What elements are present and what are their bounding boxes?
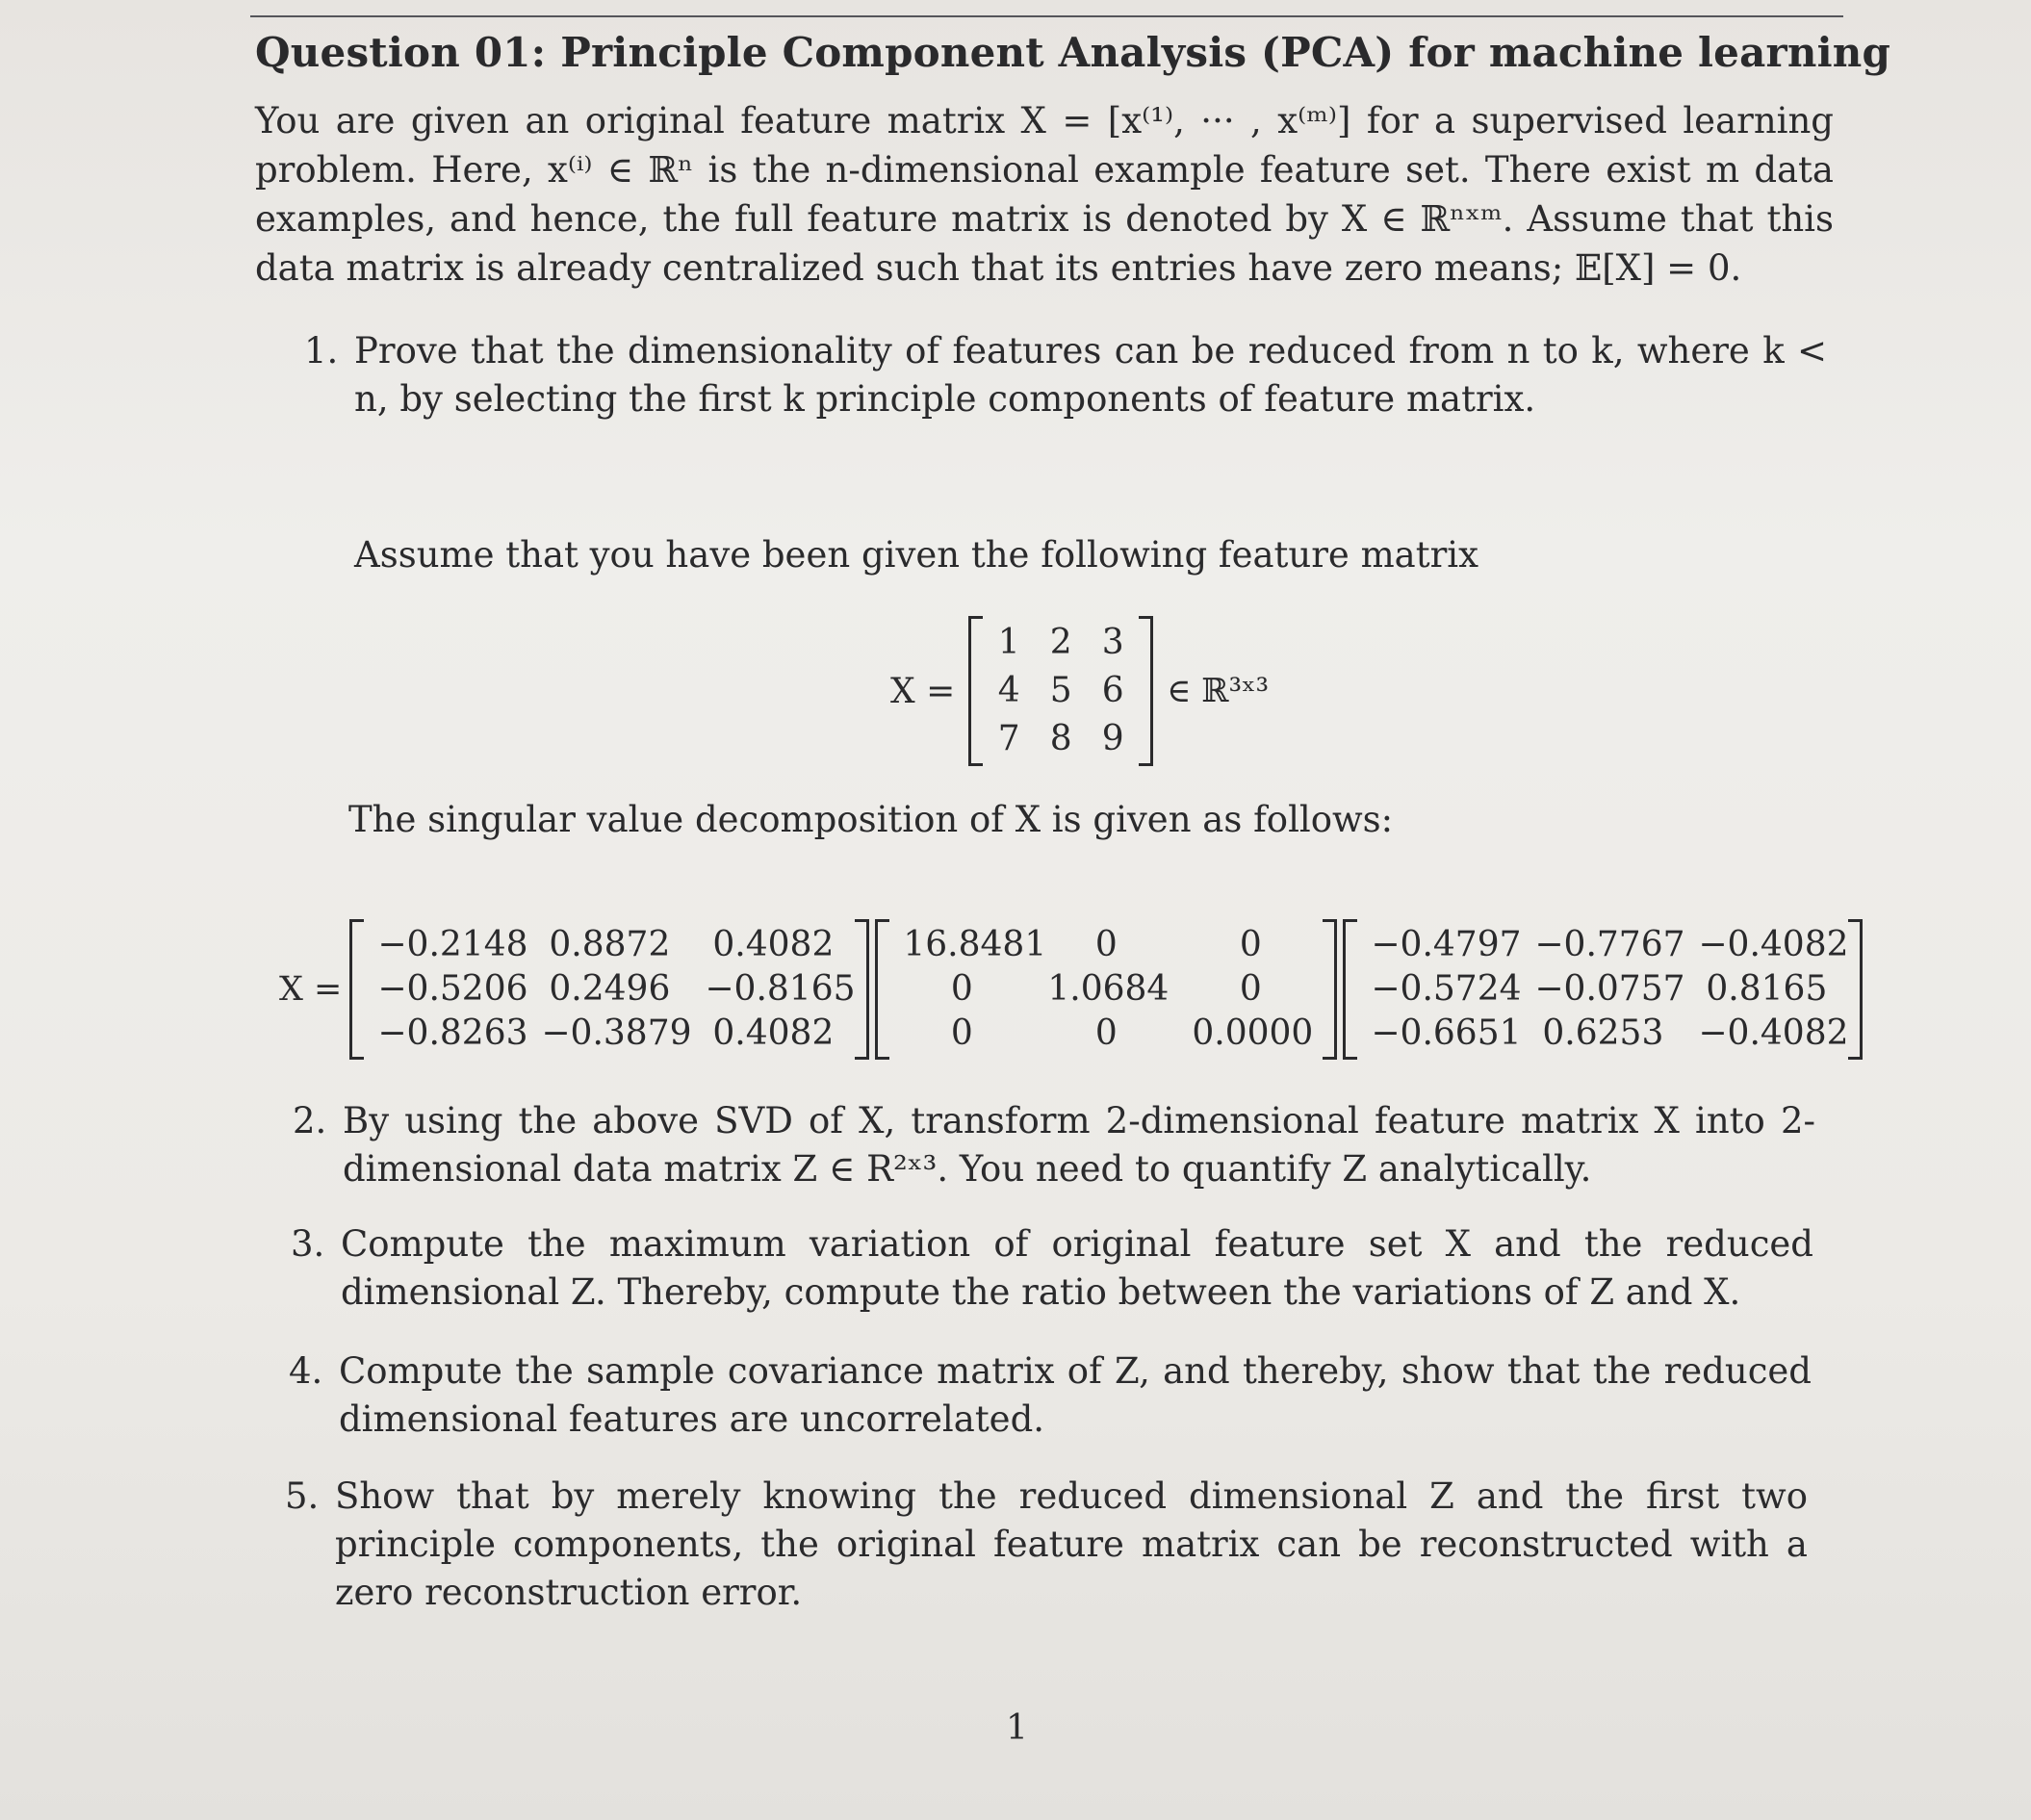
v-matrix-cell: −0.0757: [1534, 969, 1685, 1009]
s-matrix-cell: 0: [1239, 969, 1262, 1009]
u-matrix-cell: 0.2496: [549, 969, 671, 1009]
u-matrix-cell: −0.2148: [377, 925, 528, 964]
s-matrix-cell: 0.0000: [1192, 1013, 1314, 1053]
v-right-bracket: [1848, 919, 1863, 1060]
item-text: Prove that the dimensionality of features can be reduced from n to k, where k < n, by selecting the first k principle components of feature matrix.: [354, 330, 1827, 420]
u-matrix-cell: −0.8263: [377, 1013, 528, 1053]
u-matrix-cell: −0.8165: [705, 969, 856, 1009]
x-matrix-cell: 2: [1049, 623, 1072, 662]
intro-paragraph: You are given an original feature matrix X = [x⁽¹⁾, ··· , x⁽ᵐ⁾] for a supervised learning problem. Here, x⁽ⁱ⁾ ∈ ℝⁿ is the n-dimensional example feature set. There exist m data examples, and hence, the full feature matrix is denoted by X ∈ ℝⁿˣᵐ. Assume that this data matrix is already centralized such that its entries have zero means; 𝔼[X] = 0.: [255, 100, 1834, 289]
left-bracket: [968, 616, 983, 766]
v-matrix-cell: 0.8165: [1706, 969, 1828, 1009]
s-left-bracket: [875, 919, 889, 1060]
x-matrix-cell: 8: [1049, 719, 1072, 758]
u-right-bracket: [855, 919, 869, 1060]
v-matrix-cell: −0.7767: [1534, 925, 1685, 964]
s-matrix-cell: 0: [1239, 925, 1262, 964]
v-matrix-cell: −0.4082: [1698, 925, 1849, 964]
x-matrix-cell: 5: [1049, 671, 1072, 710]
svd-x-label: X =: [279, 970, 343, 1009]
item-number: 3.: [291, 1223, 325, 1265]
item-text: By using the above SVD of X, transform 2-dimensional feature matrix X into 2-dimensional data matrix Z ∈ R²ˣ³. You need to quantify Z analytically.: [343, 1100, 1815, 1190]
item-text: Show that by merely knowing the reduced dimensional Z and the first two principle components, the original feature matrix can be reconstructed with a zero reconstruction error.: [335, 1475, 1808, 1613]
v-matrix-cell: −0.4797: [1371, 925, 1522, 964]
s-matrix-cell: 1.0684: [1047, 969, 1170, 1009]
feature-matrix: [983, 619, 1139, 763]
v-matrix-cell: −0.6651: [1371, 1013, 1522, 1053]
s-matrix: [889, 923, 1323, 1056]
x-matrix-cell: 7: [997, 719, 1020, 758]
x-matrix-cell: 4: [997, 671, 1020, 710]
item-text: Compute the maximum variation of original feature set X and the reduced dimensional Z. Thereby, compute the ratio between the variations of Z and X.: [341, 1223, 1813, 1313]
u-matrix-cell: 0.4082: [712, 1013, 835, 1053]
u-left-bracket: [349, 919, 364, 1060]
item-4: [289, 1347, 1812, 1444]
item-number: 1.: [304, 330, 339, 372]
right-bracket: [1139, 616, 1153, 766]
x-matrix-cell: 9: [1101, 719, 1124, 758]
s-matrix-cell: 0: [1094, 925, 1118, 964]
item-2: [293, 1097, 1815, 1193]
u-matrix-cell: 0.4082: [712, 925, 835, 964]
s-matrix-cell: 0: [1094, 1013, 1118, 1053]
s-matrix-cell: 0: [950, 969, 973, 1009]
assume-text: Assume that you have been given the following feature matrix: [354, 534, 1478, 576]
item-3: [291, 1220, 1813, 1317]
x-space: ∈ ℝ³ˣ³: [1167, 672, 1270, 710]
item-number: 2.: [293, 1100, 327, 1141]
x-matrix-cell: 1: [997, 623, 1020, 662]
u-matrix-cell: −0.3879: [541, 1013, 692, 1053]
svd-equation: [279, 919, 1863, 1060]
item-text: Compute the sample covariance matrix of Z, and thereby, show that the reduced dimensional features are uncorrelated.: [339, 1350, 1812, 1440]
u-matrix: [364, 923, 855, 1056]
question-heading: Question 01: Principle Component Analysis (PCA) for machine learning: [255, 29, 1891, 76]
s-matrix-cell: 16.8481: [903, 925, 1047, 964]
s-right-bracket: [1323, 919, 1337, 1060]
v-matrix-cell: 0.6253: [1542, 1013, 1664, 1053]
item-number: 5.: [285, 1475, 320, 1517]
feature-matrix-equation: [890, 616, 1269, 766]
item-5: [285, 1473, 1808, 1617]
x-matrix-cell: 3: [1101, 623, 1124, 662]
x-label: X =: [890, 671, 956, 711]
page-number: 1: [1006, 1708, 1028, 1748]
v-matrix-cell: −0.4082: [1698, 1013, 1849, 1053]
x-matrix-cell: 6: [1101, 671, 1124, 710]
item-1: [304, 327, 1827, 423]
top-rule: [250, 15, 1843, 17]
v-left-bracket: [1343, 919, 1357, 1060]
svd-text: The singular value decomposition of X is given as follows:: [348, 799, 1394, 840]
v-matrix-cell: −0.5724: [1371, 969, 1522, 1009]
s-matrix-cell: 0: [950, 1013, 973, 1053]
u-matrix-cell: 0.8872: [549, 925, 671, 964]
item-number: 4.: [289, 1350, 323, 1392]
u-matrix-cell: −0.5206: [377, 969, 528, 1009]
v-matrix: [1357, 923, 1848, 1056]
